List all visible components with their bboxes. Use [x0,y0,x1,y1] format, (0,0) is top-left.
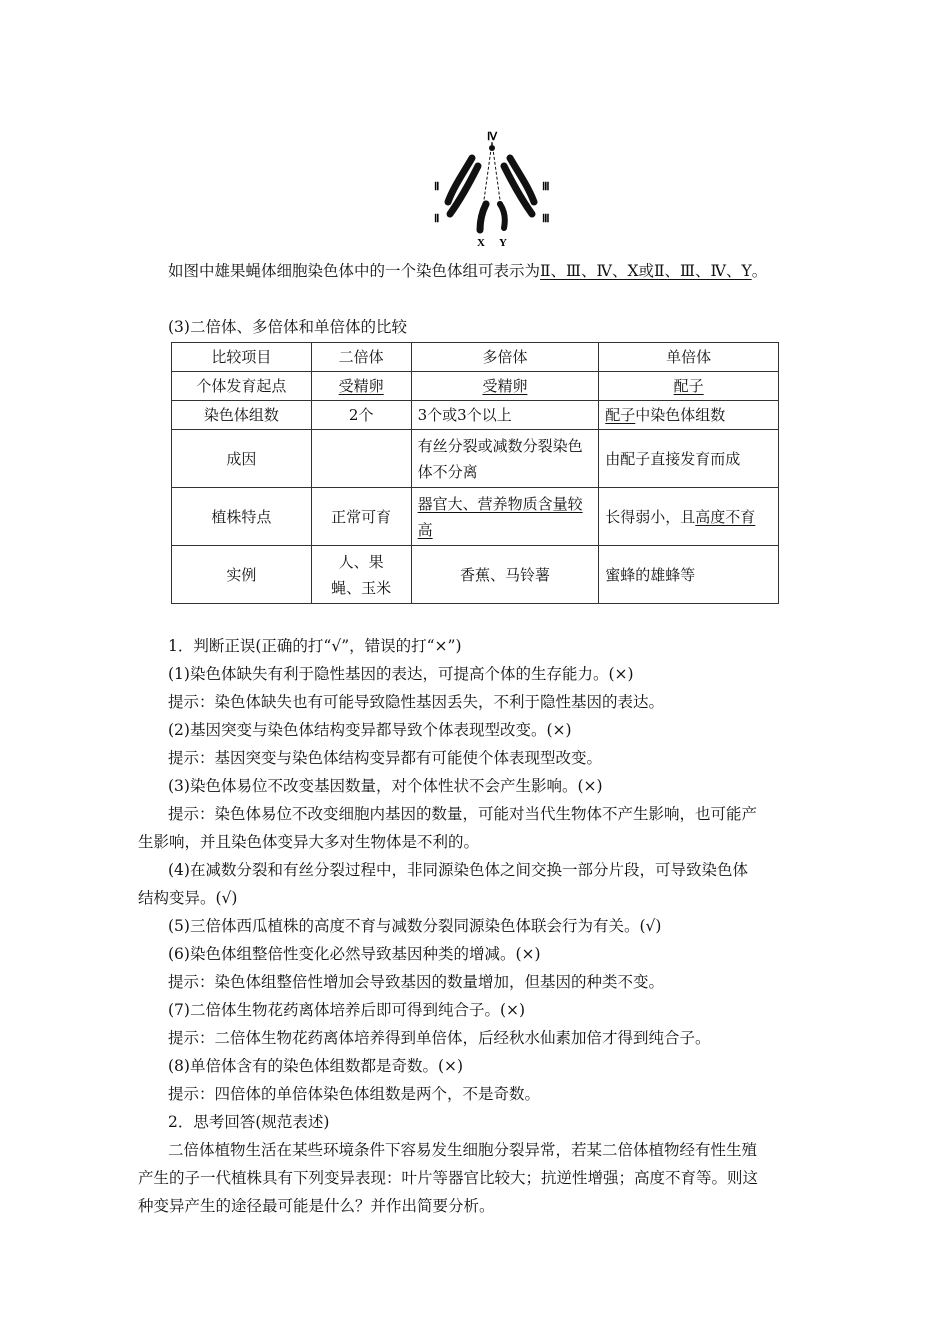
cell-haploid-rest: 中染色体组数 [635,406,726,424]
chromosome-y [500,204,505,228]
judge-title: 1．判断正误(正确的打“√”，错误的打“×”) [168,637,462,655]
judge-h6: 提示：染色体组整倍性增加会导致基因的数量增加，但基因的种类不变。 [168,973,665,991]
cell-diploid: 正常可育 [311,488,411,546]
intro-paragraph [138,257,833,286]
label-chr-3-upper: Ⅲ [542,181,550,193]
think-title: 2．思考回答(规范表述) [168,1113,330,1131]
judge-q1: (1)染色体缺失有利于隐性基因的表达，可提高个体的生存能力。(×) [168,665,634,683]
cell-haploid: 蜜蜂的雄蜂等 [599,546,779,604]
cell-haploid: 由配子直接发育而成 [599,430,779,488]
judge-h2: 提示：基因突变与染色体结构变异都有可能使个体表现型改变。 [168,749,603,767]
cell-haploid-underlined: 配子 [605,406,636,424]
judge-q4-line2: 结构变异。(√) [138,889,238,907]
header-item: 比较项目 [172,343,312,372]
chromosome-4 [489,145,495,151]
table-row [172,401,779,430]
header-haploid: 单倍体 [599,343,779,372]
chromosome-figure [420,128,570,250]
judge-h7: 提示：二倍体生物花药离体培养得到单倍体，后经秋水仙素加倍才得到纯合子。 [168,1029,711,1047]
cell-diploid [311,372,411,401]
chromosome-x [480,204,486,230]
judge-q6: (6)染色体组整倍性变化必然导致基因种类的增减。(×) [168,945,541,963]
cell-polyploid [411,488,599,546]
judge-q4-line1: (4)在减数分裂和有丝分裂过程中，非同源染色体之间交换一部分片段，可导致染色体 [168,861,748,879]
intro-answer-1: Ⅱ、Ⅲ、Ⅳ、X或Ⅱ、Ⅲ、Ⅳ、 [540,262,742,280]
row-item: 植株特点 [172,488,312,546]
label-chr-2-upper: Ⅱ [434,181,440,193]
intro-text: 如图中雄果蝇体细胞染色体中的一个染色体组可表示为 [168,262,541,280]
row-item: 实例 [172,546,312,604]
centromere-x [483,201,490,208]
judge-h3-line1: 提示：染色体易位不改变细胞内基因的数量，可能对当代生物体不产生影响，也可能产 [168,805,758,823]
cell-haploid [599,488,779,546]
centromere-y [497,201,503,207]
label-chr-2-lower: Ⅱ [434,213,440,225]
judge-q3: (3)染色体易位不改变基因数量，对个体性状不会产生影响。(×) [168,777,603,795]
cell-polyploid [411,372,599,401]
cell-polyploid: 香蕉、马铃薯 [411,546,599,604]
judge-q2: (2)基因突变与染色体结构变异都导致个体表现型改变。(×) [168,721,572,739]
cell-diploid: 人、果蝇、玉米 [311,546,411,604]
row-item: 个体发育起点 [172,372,312,401]
row-item: 成因 [172,430,312,488]
cell-diploid-text: 受精卵 [338,377,384,395]
table-row [172,372,779,401]
judge-q5: (5)三倍体西瓜植株的高度不育与减数分裂同源染色体联会行为有关。(√) [168,917,662,935]
think-line2: 产生的子一代植株具有下列变异表现：叶片等器官比较大；抗逆性增强；高度不育等。则这 [138,1169,759,1187]
judge-q8: (8)单倍体含有的染色体组数都是奇数。(×) [168,1057,464,1075]
cell-polyploid-text: 受精卵 [482,377,528,395]
judge-h1: 提示：染色体缺失也有可能导致隐性基因丢失，不利于隐性基因的表达。 [168,693,665,711]
label-chr-y: Y [499,237,507,249]
cell-polyploid-text: 器官大、营养物质含量较高 [417,494,583,539]
header-polyploid: 多倍体 [411,343,599,372]
intro-answer-2: Y [741,262,752,280]
table-header-row [172,343,779,372]
cell-haploid-plain: 长得弱小，且 [605,507,696,526]
row-item: 染色体组数 [172,401,312,430]
section-title: (3)二倍体、多倍体和单倍体的比较 [168,318,407,336]
think-line1: 二倍体植物生活在某些环境条件下容易发生细胞分裂异常，若某二倍体植物经有性生殖 [168,1141,758,1159]
cell-polyploid: 有丝分裂或减数分裂染色体不分离 [411,430,599,488]
header-diploid: 二倍体 [311,343,411,372]
label-chr-x: X [477,237,485,249]
cell-diploid [311,430,411,488]
cell-polyploid: 3个或3个以上 [411,401,599,430]
table-row [172,488,779,546]
judge-q7: (7)二倍体生物花药离体培养后即可得到纯合子。(×) [168,1001,526,1019]
ploidy-comparison-table [171,342,779,604]
label-chr-3-lower: Ⅲ [542,213,550,225]
fruit-fly-karyotype-diagram [420,128,570,250]
cell-haploid [599,372,779,401]
think-line3: 种变异产生的途径最可能是什么？并作出简要分析。 [138,1197,495,1215]
judge-h3-line2: 生影响，并且染色体变异大多对生物体是不利的。 [138,833,480,851]
cell-haploid-underlined: 高度不育 [695,507,756,526]
cell-diploid: 2个 [311,401,411,430]
table-row [172,546,779,604]
cell-haploid-text: 配子 [673,377,704,395]
judge-h8: 提示：四倍体的单倍体染色体组数是两个，不是奇数。 [168,1085,541,1103]
intro-period: 。 [751,262,768,280]
table-row [172,430,779,488]
label-chr-4: Ⅳ [487,131,498,143]
cell-haploid [599,401,779,430]
